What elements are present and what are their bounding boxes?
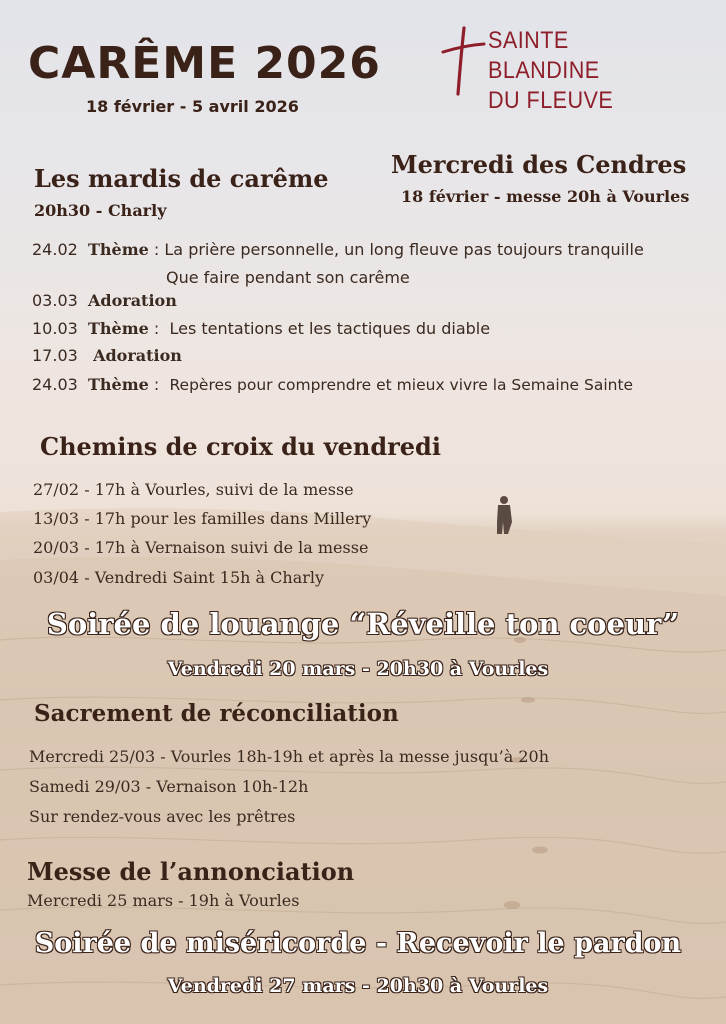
item-label: Thème — [87, 375, 149, 394]
reconciliation-title: Sacrement de réconciliation — [34, 700, 399, 727]
reconciliation-item-1: Mercredi 25/03 - Vourles 18h-19h et après la messe jusqu’à 20h — [29, 747, 550, 766]
item-separator: : — [148, 375, 160, 394]
mardis-item-1 — [32, 240, 644, 259]
parish-logo-text — [488, 26, 613, 116]
item-text: Repères pour comprendre et mieux vivre la Semaine Sainte — [169, 376, 634, 394]
misericorde-title: Soirée de miséricorde - Recevoir le pardon — [34, 928, 682, 959]
mardis-item-4 — [32, 346, 182, 365]
item-date: 24.02 — [32, 240, 78, 259]
page-title: CARÊME 2026 — [28, 38, 381, 89]
misericorde-subtitle: Vendredi 27 mars - 20h30 à Vourles — [167, 975, 549, 997]
walking-figure — [497, 496, 512, 534]
item-label: Adoration — [93, 346, 182, 365]
annonciation-subtitle: Mercredi 25 mars - 19h à Vourles — [27, 891, 300, 910]
item-text: La prière personnelle, un long fleuve pas toujours tranquille — [164, 240, 644, 259]
cendres-title: Mercredi des Cendres — [391, 150, 687, 179]
mardis-title: Les mardis de carême — [34, 164, 329, 193]
item-label: Adoration — [87, 291, 177, 310]
mardis-item-1-continuation: Que faire pendant son carême — [166, 268, 410, 287]
item-text: Les tentations et les tactiques du diable — [169, 319, 491, 338]
mardis-item-2 — [32, 291, 177, 310]
item-date: 03.03 — [32, 291, 78, 310]
cendres-subtitle: 18 février - messe 20h à Vourles — [401, 187, 690, 206]
cross-icon — [440, 26, 486, 96]
item-label: Thème — [87, 319, 149, 338]
logo-line-3: DU FLEUVE — [488, 87, 614, 114]
louange-subtitle: Vendredi 20 mars - 20h30 à Vourles — [167, 658, 549, 680]
chemins-title: Chemins de croix du vendredi — [40, 432, 441, 461]
chemins-item-4: 03/04 - Vendredi Saint 15h à Charly — [33, 568, 325, 587]
item-label: Thème — [87, 240, 149, 259]
chemins-item-1: 27/02 - 17h à Vourles, suivi de la messe — [33, 480, 354, 499]
reconciliation-item-2: Samedi 29/03 - Vernaison 10h-12h — [29, 777, 309, 796]
reconciliation-item-3: Sur rendez-vous avec les prêtres — [29, 807, 296, 826]
item-date: 24.03 — [32, 375, 78, 394]
logo-line-1: SAINTE — [488, 27, 569, 54]
mardis-subtitle: 20h30 - Charly — [34, 201, 167, 220]
annonciation-title: Messe de l’annonciation — [27, 857, 355, 886]
item-date: 17.03 — [32, 346, 78, 365]
logo-line-2: BLANDINE — [488, 57, 600, 84]
lent-dates: 18 février - 5 avril 2026 — [86, 97, 299, 116]
mardis-item-5 — [32, 375, 633, 394]
chemins-item-3: 20/03 - 17h à Vernaison suivi de la messe — [33, 538, 369, 557]
louange-title: Soirée de louange “Réveille ton coeur” — [46, 607, 680, 641]
chemins-item-2: 13/03 - 17h pour les familles dans Millery — [33, 509, 372, 528]
item-date: 10.03 — [32, 319, 78, 338]
mardis-item-3 — [32, 319, 490, 338]
item-separator: : — [148, 240, 160, 259]
item-separator: : — [148, 319, 160, 338]
